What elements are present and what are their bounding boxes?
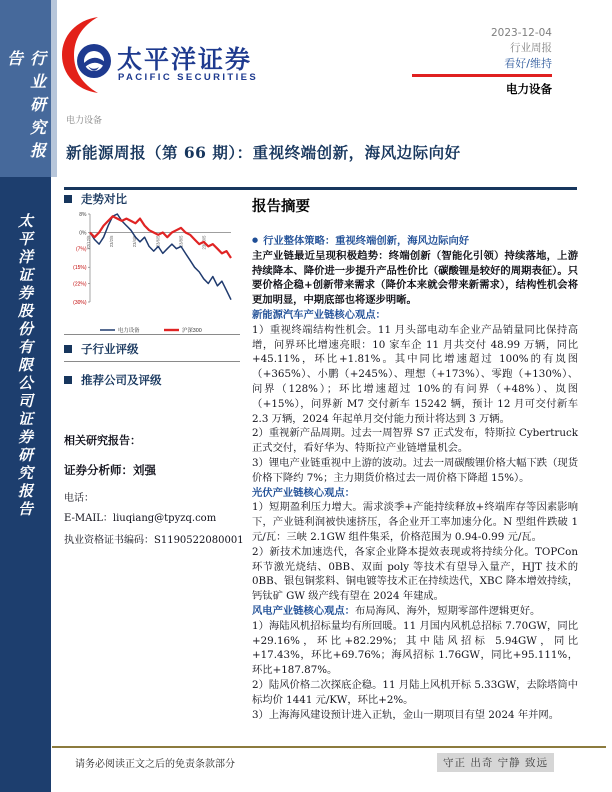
summary-paragraph xyxy=(252,308,578,323)
left-column-divider xyxy=(64,361,240,362)
legend-label: 电力设备 xyxy=(118,328,140,334)
x-tick-label: 23/8/5 xyxy=(178,235,184,248)
pacific-securities-logo-icon xyxy=(58,14,118,100)
paragraph-text: 重视终端创新，海风边际向好 xyxy=(335,235,470,247)
footer-disclaimer: 请务必阅读正文之后的免责条款部分 xyxy=(75,759,235,770)
paragraph-text: 2）陆风价格二次探底企稳。11 月陆上风机开标 5.33GW，去除塔筒中标均价 1441 元/KW，环比+2%。 xyxy=(252,678,578,706)
report-type: 行业周报 xyxy=(510,42,552,54)
paragraph-lead: 光伏产业链核心观点： xyxy=(252,486,355,499)
paragraph-text: 主产业链最近呈现积极趋势：终端创新（智能化引领）持续落地，上游持续降本、降价进一步提升产品性价比（碳酸锂是较好的周期表征）。只要价格企稳+创新带来需求（降价本来就会带来新需求），结构性机会将更加明显，中期底部也将逐步明晰。 xyxy=(252,249,578,307)
rating-underline xyxy=(412,74,552,77)
section-trend-comparison xyxy=(64,191,127,207)
paragraph-text: 1）短期盈利压力增大。需求淡季+产能持续释放+终端库存等因素影响下，产业链利润被快速挤压，各企业开工率加速分化。N 型组件跌破 1 元/瓦：三峡 2.1GW 组件集采，价格范围为 0.94-0.99 元/瓦。 xyxy=(252,501,578,543)
legend-label: 沪深300 xyxy=(182,328,202,334)
summary-paragraph xyxy=(252,604,578,619)
section-subindustry-rating xyxy=(64,341,139,357)
industry-name: 电力设备 xyxy=(506,82,552,96)
summary-paragraph xyxy=(252,619,578,678)
summary-paragraphs xyxy=(252,233,578,722)
summary-heading: 报告摘要 xyxy=(252,198,310,215)
paragraph-lead: 风电产业链核心观点： xyxy=(252,604,355,617)
analyst-name: 证券分析师：刘强 xyxy=(64,463,156,477)
y-tick-label: (22%) xyxy=(73,281,87,288)
industry-rating: 看好/维持 xyxy=(504,57,552,70)
summary-paragraph xyxy=(252,249,578,308)
paragraph-text: 3）锂电产业链重视中上游的波动。过去一周碳酸锂价格大幅下跌（现货价格下降约 7%；主力期货价格过去一周价格下降超 15%）。 xyxy=(252,456,578,484)
x-tick-label: 23/4/5 xyxy=(132,235,138,248)
x-tick-label: 23/6/5 xyxy=(155,235,161,248)
brand-name-cn: 太平洋证券 xyxy=(117,45,253,74)
paragraph-lead: 新能源汽车产业链核心观点： xyxy=(252,308,386,321)
footer-slogan: 守正 出奇 宁静 致远 xyxy=(437,753,554,772)
summary-paragraph xyxy=(252,456,578,486)
section-label: 走势对比 xyxy=(81,192,127,206)
brand-name-en: PACIFIC SECURITIES xyxy=(118,72,259,83)
y-tick-label: (15%) xyxy=(73,265,87,272)
related-reports-label: 相关研究报告： xyxy=(64,434,141,447)
section-recommended-companies xyxy=(64,372,162,388)
paragraph-text: 1）重视终端结构性机会。11 月头部电动车企业产品销量同比保持高增，问界环比增速亮眼：10 家车企 11 月共交付 48.99 万辆，同比+45.11%，环比+1.81%。其中同比增速超过 100%的有岚图（+365%）、小鹏（+245%）、理想（+173%）、零跑（+130%）、问界（128%）；环比增速超过 10%的有问界（+48%）、岚图（+15%），问界新 M7 交付新车 15242 辆，预计 12 月可交付新车 2.3 万辆，2024 年起单月交付能力预计将达到 3 万辆。 xyxy=(252,323,578,425)
sidebar-company-label: 太平洋证券股份有限公司证券研究报告 xyxy=(16,213,34,519)
sidebar-bottom-band xyxy=(0,177,51,792)
section-label: 子行业评级 xyxy=(81,342,139,356)
square-bullet-icon xyxy=(64,345,72,353)
sidebar-report-type-label: 行业研究报告 xyxy=(4,50,47,165)
summary-paragraph xyxy=(252,678,578,708)
page-title: 新能源周报（第 66 期）：重视终端创新，海风边际向好 xyxy=(66,143,461,162)
paragraph-text: 2）重视新产品周期。过去一周智界 S7 正式发布，特斯拉 Cybertruck 正式交付，看好华为、特斯拉产业链增量机会。 xyxy=(252,427,578,455)
left-column-divider xyxy=(64,334,240,335)
title-divider xyxy=(64,187,577,190)
paragraph-text: 3）上海海风建设预计进入正轨，金山一期项目有望 2024 年并网。 xyxy=(252,708,560,721)
y-tick-label: (7%) xyxy=(75,246,87,253)
paragraph-text: 布局海风、海外，短期零部件逻辑更好。 xyxy=(354,604,541,617)
summary-paragraph xyxy=(252,500,578,544)
footer-divider xyxy=(52,746,606,748)
chart-series-line xyxy=(90,214,231,300)
y-tick-label: 8% xyxy=(79,211,87,218)
summary-paragraph xyxy=(252,323,578,427)
paragraph-lead: 行业整体策略： xyxy=(263,235,336,247)
summary-paragraph xyxy=(252,708,578,723)
trend-chart-svg xyxy=(64,206,240,338)
square-bullet-icon xyxy=(64,376,72,384)
sidebar-top-band xyxy=(0,0,51,177)
summary-paragraph xyxy=(252,233,578,249)
x-tick-label: 23/10/5 xyxy=(201,235,207,250)
report-date: 2023-12-04 xyxy=(490,27,552,39)
y-tick-label: 0% xyxy=(79,230,87,237)
section-label: 推荐公司及评级 xyxy=(81,373,162,387)
square-bullet-icon xyxy=(64,195,72,203)
trend-chart xyxy=(64,206,240,342)
report-summary xyxy=(252,195,578,722)
y-tick-label: (30%) xyxy=(73,299,87,306)
x-tick-label: 23/2/5 xyxy=(109,235,115,248)
summary-paragraph xyxy=(252,486,578,501)
analyst-license-number: 执业资格证书编码：S1190522080001 xyxy=(64,535,244,546)
summary-paragraph xyxy=(252,545,578,604)
sidebar-accent-strip xyxy=(51,0,57,177)
breadcrumb: 电力设备 xyxy=(66,115,103,125)
analyst-phone: 电话： xyxy=(64,493,94,504)
x-tick-label: 22/12/5 xyxy=(86,235,91,250)
analyst-email[interactable]: E-MAIL：liuqiang@tpyzq.com xyxy=(64,513,217,524)
paragraph-text: 2）新技术加速迭代，各家企业降本提效表现或将持续分化。TOPCon 环节激光烧结、0BB、双面 poly 等技术有望导入量产，HJT 技术的 0BB、银包铜浆料、铜电镀等技术正在持续迭代，XBC 降本增效持续，钙钛矿 GW 级产线有望在 2024 年建成。 xyxy=(252,545,578,603)
report-meta xyxy=(400,26,552,97)
summary-paragraph xyxy=(252,426,578,456)
paragraph-text: 1）海陆风机招标量均有所回暖。11 月国内风机总招标 7.70GW，同比+29.16%，环比+82.29%；其中陆风招标 5.94GW，同比+17.43%，环比+69.76%；海风招标 1.76GW，同比+95.111%，环比+187.87%。 xyxy=(252,619,578,677)
